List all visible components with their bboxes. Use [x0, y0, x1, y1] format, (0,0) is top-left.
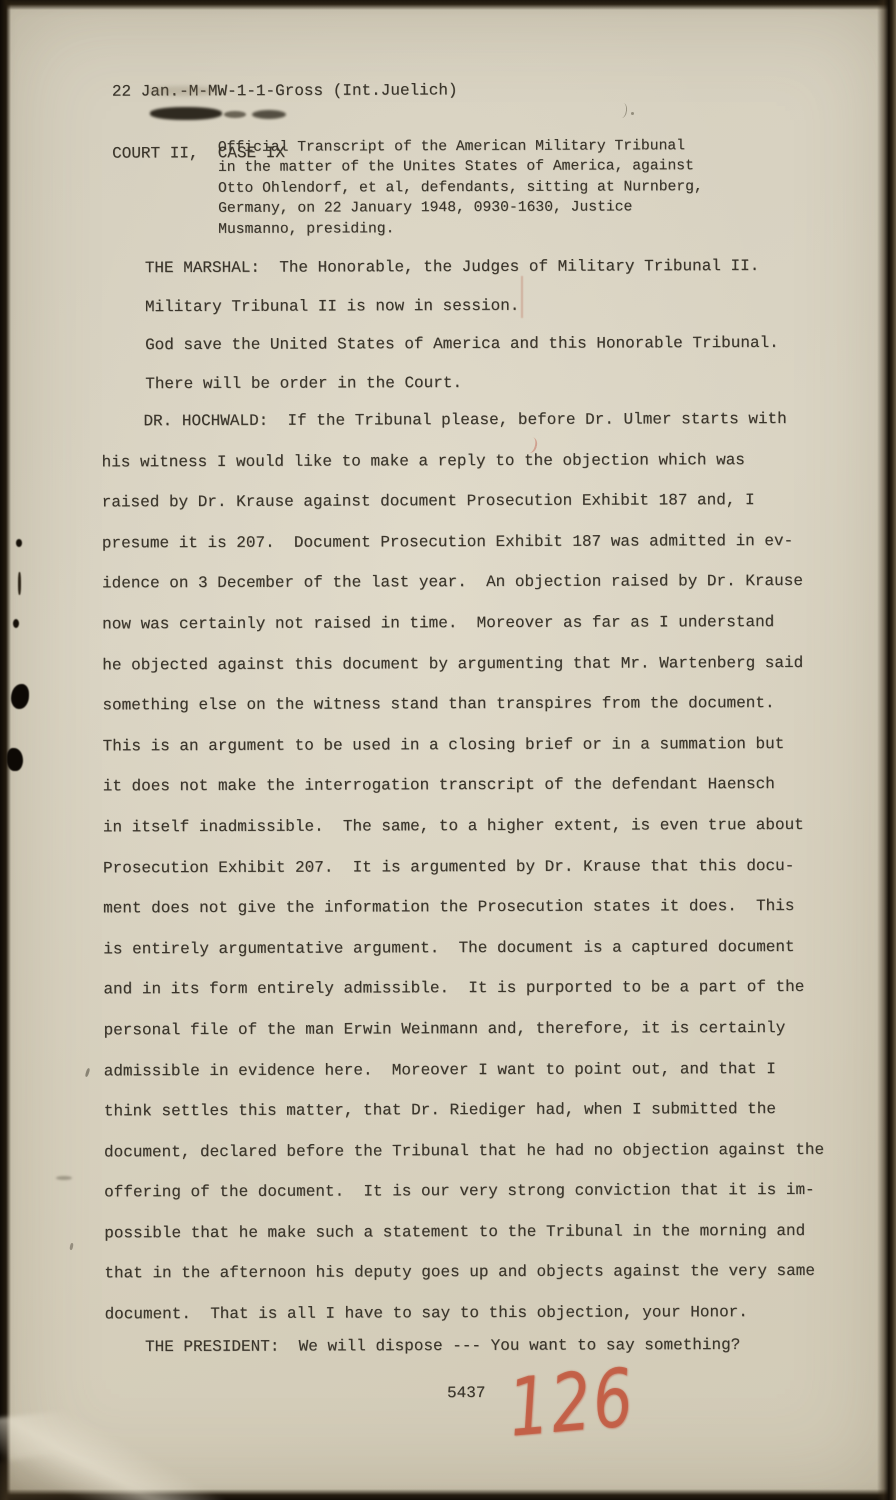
scan-edge-left — [0, 0, 11, 1500]
corner-shadow — [0, 1440, 165, 1500]
stray-pen-tick — [56, 1176, 72, 1180]
page-number: 5437 — [446, 1383, 486, 1403]
header-id-line: 22 Jan.-M-MW-1-1-Gross (Int.Juelich) — [111, 81, 458, 101]
ink-blot — [11, 684, 29, 709]
scan-edge-bottom — [0, 1489, 896, 1500]
stray-pen-tick — [69, 1243, 73, 1250]
faint-pencil-dot — [631, 112, 634, 115]
hochwald-statement: DR. HOCHWALD: If the Tribunal please, before Dr. Ulmer starts with his witness I would like to make a reply to the objection which was raised by Dr. Krause against document Prosecution Exhibit 187 and, I presume it is 207. Document Prosecution Exhibit 187 was admitted in ev- idence on 3 December of the last year. An objection raised by Dr. Krause now was certainly not raised in time. Moreover as far as I understand he objected against this document by argumenting that Mr. Wartenberg said something else on the witness stand than transpires from the document. This is an argument to be used in a closing brief or in a summation but it does not make the interrogation transcript of the defendant Haensch in itself inadmissible. The same, to a higher extent, is even true about Prosecution Exhibit 207. It is argumented by Dr. Krause that this docu- ment does not give the information the Prosecution states it does. This is entirely argumentative argument. The document is a captured document and in its form entirely admissible. It is purported to be a part of the personal file of the man Erwin Weinmann and, therefore, it is certainly admissible in evidence here. Moreover I want to point out, and that I think settles this matter, that Dr. Riediger had, when I submitted the document, declared before the Tribunal that he had no objection against the offering of the document. It is our very strong conviction that it is im- possible that he make such a statement to the Tribunal in the morning and that in the afternoon his deputy goes up and objects against the very same document. That is all I have to say to this objection, your Honor. — [101, 409, 825, 1324]
header-court-line: COURT II, CASE IX — [112, 143, 285, 163]
ink-blot-dash — [18, 572, 21, 595]
faint-pencil-mark — [617, 102, 628, 118]
ink-blot — [7, 748, 23, 771]
president-statement: THE PRESIDENT: We will dispose --- You want to say something? — [144, 1335, 741, 1357]
scan-edge-top — [0, 0, 896, 10]
marshal-statement: THE MARSHAL: The Honorable, the Judges of Military Tribunal II. Military Tribunal II is now in session. God save the United States of America and this Honorable Tribunal. There will be order in the Court. — [144, 256, 779, 393]
ink-blot — [13, 619, 19, 628]
handwritten-folio-number: 126 — [505, 1351, 639, 1455]
paper-crease — [0, 1395, 226, 1500]
transcript-caption: Official Transcript of the American Military Tribunal in the matter of the Unites States of America, against Otto Ohlendorf, et al, defendants, sitting at Nurnberg, Germany, on 22 January 1948, 0930-1630, Justice Musmanno, presiding. — [217, 138, 703, 238]
ink-blot — [16, 539, 22, 547]
stray-pen-tick — [85, 1068, 91, 1077]
